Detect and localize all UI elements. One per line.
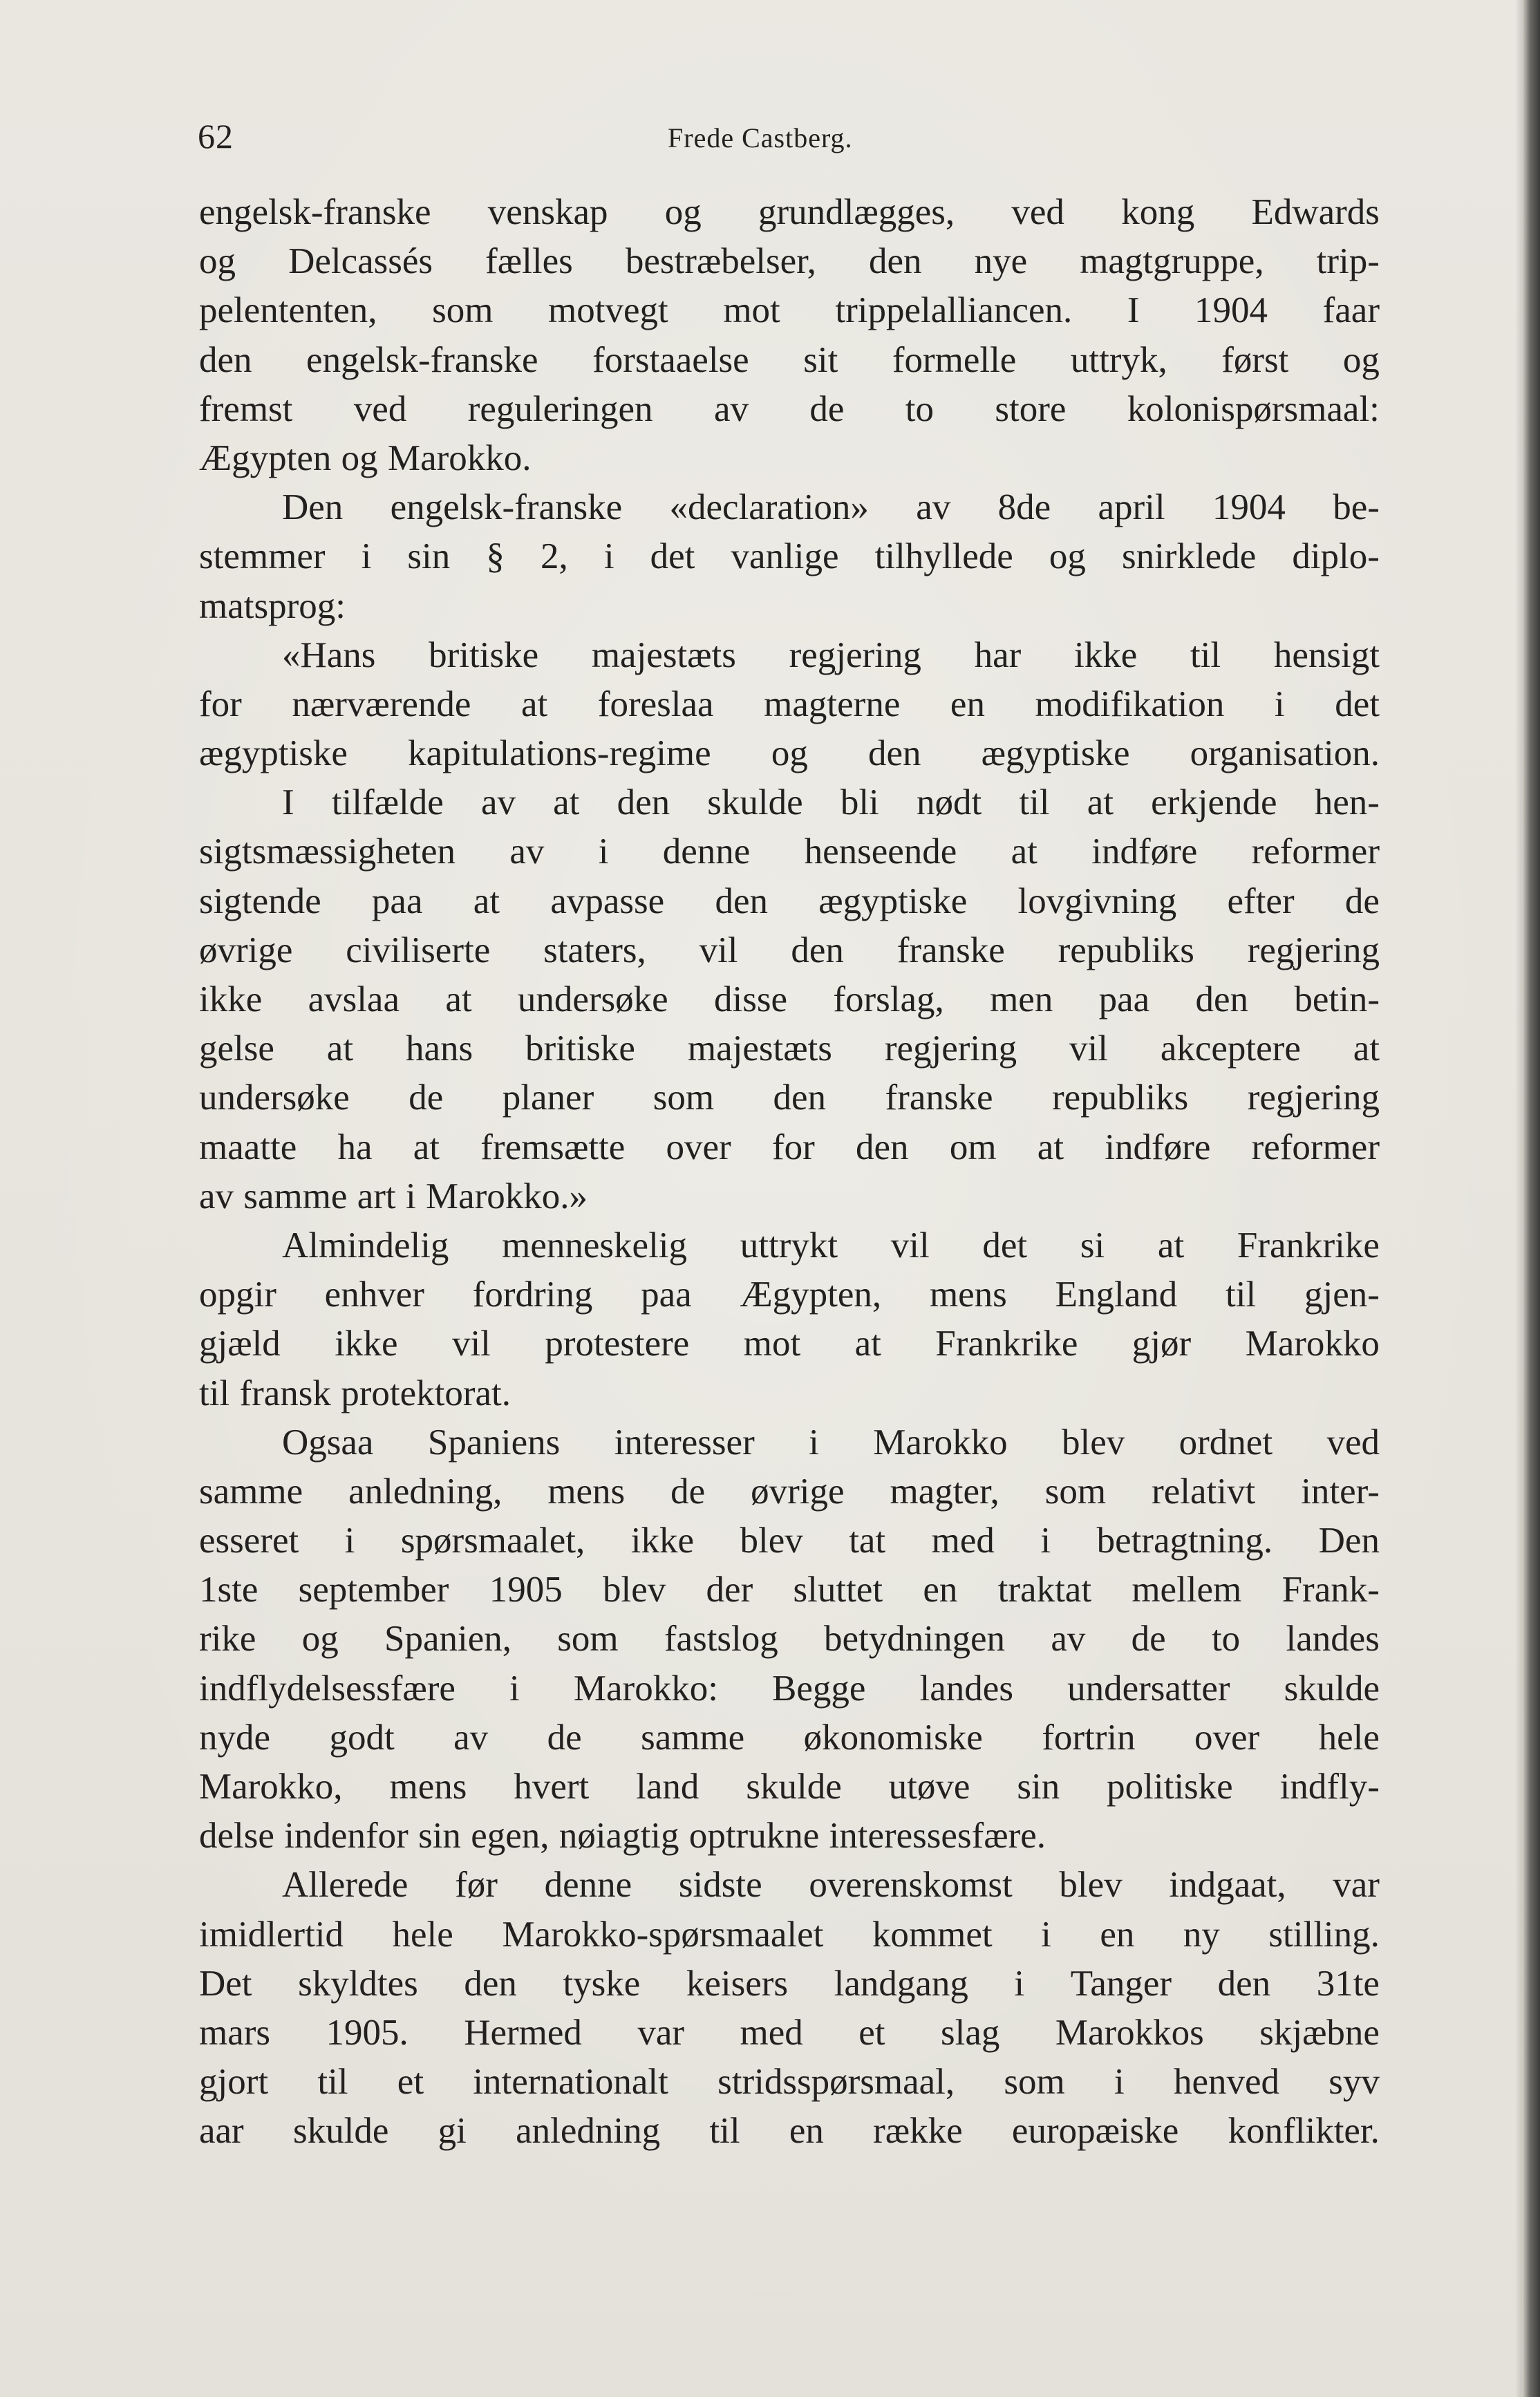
text-line: indflydelsessfære i Marokko: Begge landes undersatter skulde [199,1668,1380,1709]
text-line: Det skyldtes den tyske keisers landgang i Tanger den 31te [199,1963,1380,2004]
text-line: til fransk protektorat. [199,1373,511,1413]
text-line: mars 1905. Hermed var med et slag Marokkos skjæbne [199,2012,1380,2053]
text-line: Almindelig menneskelig uttrykt vil det si at Frankrike [282,1225,1380,1266]
running-head: Frede Castberg. [668,122,853,153]
text-line: imidlertid hele Marokko-spørsmaalet kommet i en ny stilling. [199,1914,1380,1955]
text-line: pelententen, som motvegt mot trippelalliancen. I 1904 faar [199,290,1380,331]
text-line: opgir enhver fordring paa Ægypten, mens England til gjen- [199,1275,1380,1315]
text-line: fremst ved reguleringen av de to store kolonispørsmaal: [199,388,1380,429]
text-line: Allerede før denne sidste overenskomst blev indgaat, var [282,1865,1380,1906]
text-line: rike og Spanien, som fastslog betydningen av de to landes [199,1619,1380,1660]
text-line: sigtsmæssigheten av i denne henseende at indføre reformer [199,831,1380,872]
text-line: av samme art i Marokko.» [199,1176,588,1216]
text-line: stemmer i sin § 2, i det vanlige tilhyllede og snirklede diplo- [199,536,1380,577]
text-line: «Hans britiske majestæts regjering har ikke til hensigt [282,634,1380,675]
text-line: gjæld ikke vil protestere mot at Frankrike gjør Marokko [199,1324,1380,1364]
text-line: den engelsk-franske forstaaelse sit formelle uttryk, først og [199,339,1380,380]
text-line: sigtende paa at avpasse den ægyptiske lovgivning efter de [199,881,1380,921]
text-line: ægyptiske kapitulations-regime og den ægyptiske organisation. [199,733,1380,774]
text-line: ikke avslaa at undersøke disse forslag, men paa den betin- [199,979,1380,1019]
body-text [199,188,1380,2156]
text-line: 1ste september 1905 blev der sluttet en traktat mellem Frank- [199,1570,1380,1610]
text-line: delse indenfor sin egen, nøiagtig optrukne interessesfære. [199,1816,1046,1856]
text-line: Den engelsk-franske «declaration» av 8de april 1904 be- [282,487,1380,528]
text-line: og Delcassés fælles bestræbelser, den nye magtgruppe, trip- [199,241,1380,282]
text-line: samme anledning, mens de øvrige magter, som relativt inter- [199,1471,1380,1512]
text-line: engelsk-franske venskap og grundlægges, ved kong Edwards [199,192,1380,232]
text-line: esseret i spørsmaalet, ikke blev tat med i betragtning. Den [199,1521,1380,1561]
text-line: gelse at hans britiske majestæts regjering vil akceptere at [199,1028,1380,1069]
text-line: aar skulde gi anledning til en række europæiske konflikter. [199,2111,1380,2152]
page-number: 62 [198,117,234,156]
text-line: øvrige civiliserte staters, vil den franske republiks regjering [199,930,1380,970]
text-line: Ogsaa Spaniens interesser i Marokko blev ordnet ved [282,1422,1380,1463]
book-binding-edge [1522,0,1540,2397]
page-header [198,116,1381,158]
text-line: Marokko, mens hvert land skulde utøve sin politiske indfly- [199,1767,1380,1807]
text-line: gjort til et internationalt stridsspørsmaal, som i henved syv [199,2062,1380,2103]
text-line: matsprog: [199,585,346,626]
binding-shadow [1515,0,1522,2397]
text-line: I tilfælde av at den skulde bli nødt til at erkjende hen- [282,782,1380,823]
text-line: undersøke de planer som den franske republiks regjering [199,1078,1380,1118]
text-line: Ægypten og Marokko. [199,438,532,478]
text-line: maatte ha at fremsætte over for den om at indføre reformer [199,1127,1380,1167]
text-line: nyde godt av de samme økonomiske fortrin over hele [199,1717,1380,1758]
text-line: for nærværende at foreslaa magterne en modifikation i det [199,684,1380,724]
